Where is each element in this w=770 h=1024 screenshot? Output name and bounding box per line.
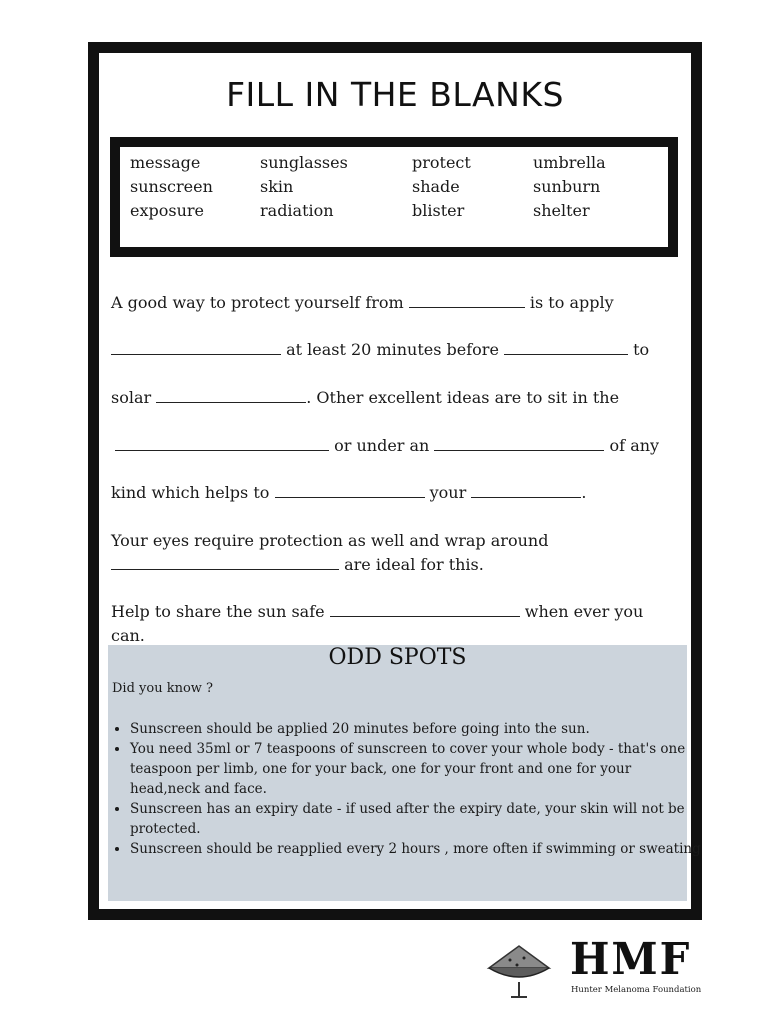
blank-line[interactable] [434,436,604,451]
sentence-text: to [633,340,650,359]
sentence-text: your [429,483,467,502]
logo-abbreviation: HMF [570,934,692,985]
list-item: • You need 35ml or 7 teaspoons of sunscreen to cover your whole body - that's one teaspoon per limb, one for your back, one for your front and one for your head,neck and face. [130,739,702,799]
odd-spots-list [112,719,702,859]
sentence-text: at least 20 minutes before [286,340,499,359]
odd-spots-title: ODD SPOTS [328,645,467,670]
list-item: • Sunscreen has an expiry date - if used after the expiry date, your skin will not be protected. [130,799,702,839]
worksheet-title: FILL IN THE BLANKS [226,75,564,114]
blank-line[interactable] [471,483,581,498]
logo-name: Hunter Melanoma Foundation [571,985,702,995]
sentence-text: or under an [334,436,430,455]
watermelon-slice-icon [486,940,552,1002]
blank-line[interactable] [504,340,628,355]
blank-line[interactable] [111,555,339,570]
worksheet-frame [88,42,702,920]
sentence-line-5 [111,481,681,505]
word-bank-box [110,137,678,257]
sentence-line-6 [111,529,681,577]
sentence-text: of any [609,436,660,455]
odd-spots-intro: Did you know ? [112,681,214,696]
sentence-text: A good way to protect yourself from [111,293,404,312]
word-bank-item: umbrella [533,153,606,172]
sentence-text: Your eyes require protection as well and wrap around [111,531,549,550]
sentence-line-3 [111,386,681,410]
odd-spots-panel [108,645,701,901]
word-bank-item: sunglasses [260,153,348,172]
sentence-text: are ideal for this. [344,555,484,574]
blank-line[interactable] [156,388,306,403]
sentence-text: Help to share the sun safe [111,602,325,621]
blank-line[interactable] [409,293,525,308]
word-bank-item: exposure [130,201,204,220]
sentence-text: when ever you [524,602,644,621]
sentence-text: is to apply [529,293,614,312]
sentence-text: kind which helps to [111,483,270,502]
word-bank-item: radiation [260,201,334,220]
sentence-line-2 [111,338,681,362]
blank-line[interactable] [115,436,329,451]
sentence-line-7 [111,600,681,648]
word-bank-item: protect [412,153,471,172]
word-bank-item: sunburn [533,177,601,196]
sentence-line-4 [111,434,681,458]
blank-line[interactable] [330,602,520,617]
sentence-text: solar [111,388,152,407]
word-bank-item: blister [412,201,465,220]
blank-line[interactable] [275,483,425,498]
word-bank-item: sunscreen [130,177,213,196]
sentence-text: can. [111,626,145,645]
word-bank-item: shade [412,177,460,196]
word-bank-item: shelter [533,201,590,220]
sentence-text: . [581,483,587,502]
word-bank [130,152,663,222]
word-bank-item: skin [260,177,294,196]
sentence-line-1 [111,291,681,315]
list-item: • Sunscreen should be reapplied every 2 hours , more often if swimming or sweating [130,839,702,859]
word-bank-item: message [130,153,201,172]
blank-line[interactable] [111,340,281,355]
list-item: • Sunscreen should be applied 20 minutes before going into the sun. [130,719,702,739]
sentence-text: . Other excellent ideas are to sit in the [306,388,620,407]
